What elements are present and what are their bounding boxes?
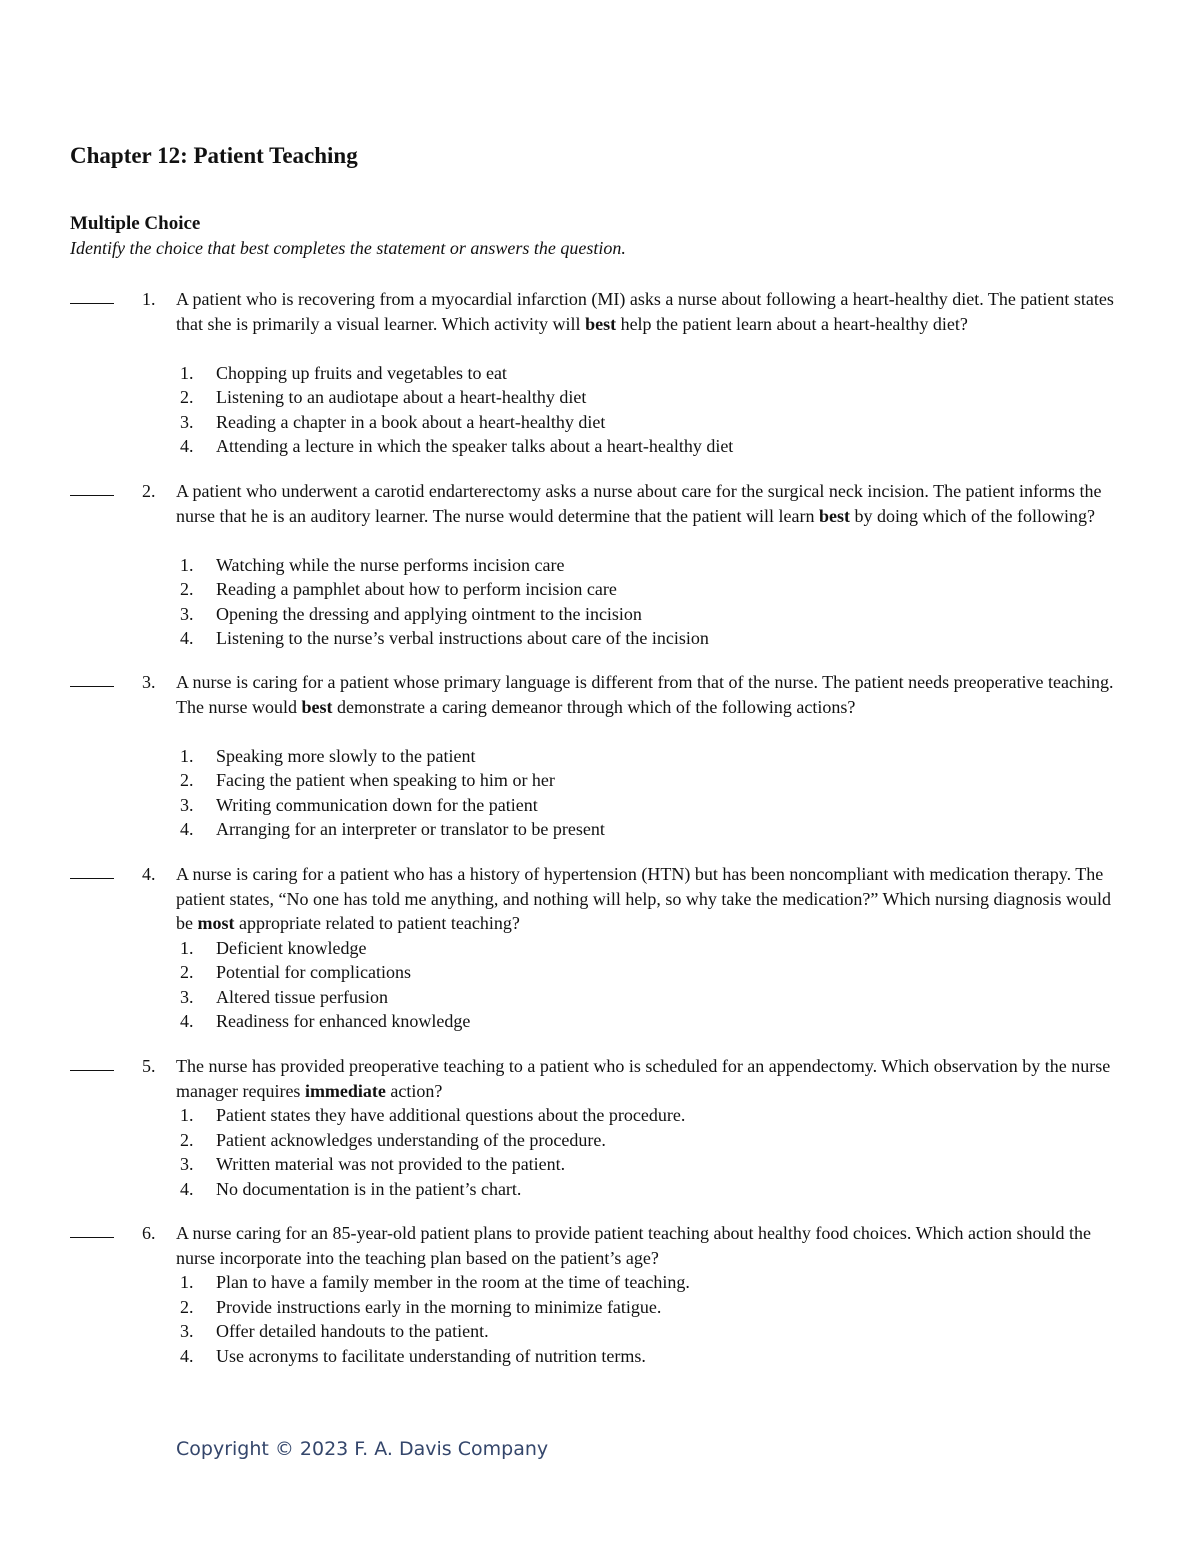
answer-option[interactable] <box>0 1270 1200 1295</box>
option-number: 2. <box>180 962 194 982</box>
answer-option[interactable] <box>0 936 1200 961</box>
option-text: Attending a lecture in which the speaker talks about a heart-healthy diet <box>216 436 734 456</box>
option-text: Patient acknowledges understanding of the procedure. <box>216 1129 606 1150</box>
option-number: 3. <box>180 411 194 432</box>
emphasis-word: best <box>585 313 617 334</box>
answer-option[interactable] <box>0 602 1200 627</box>
chapter-title: Chapter 12: Patient Teaching <box>70 143 358 168</box>
option-text: Reading a pamphlet about how to perform incision care <box>216 579 617 599</box>
section-title: Multiple Choice <box>70 213 201 234</box>
question-stem-text: A patient who underwent a carotid endarterectomy asks a nurse about care for the surgical neck incision. The patient informs the nurse that he is an auditory learner. The nurse would determine that the patient will learn best by doing which of the following? <box>176 481 1102 526</box>
option-text: Listening to the nurse’s verbal instructions about care of the incision <box>216 628 709 648</box>
answer-option[interactable] <box>0 1103 1200 1128</box>
question-number: 5. <box>142 1056 156 1076</box>
question-stem <box>176 862 1126 936</box>
question-number: 3. <box>142 672 156 692</box>
option-number: 2. <box>180 770 194 790</box>
option-number: 4. <box>180 1345 194 1366</box>
option-text: Altered tissue perfusion <box>216 986 388 1007</box>
option-number: 3. <box>180 1321 194 1341</box>
option-text: Opening the dressing and applying ointment to the incision <box>216 603 642 624</box>
option-number: 2. <box>180 579 194 599</box>
option-number: 2. <box>180 387 194 407</box>
answer-options <box>0 1270 1200 1368</box>
option-number: 3. <box>180 603 194 624</box>
question-number: 6. <box>142 1223 156 1243</box>
answer-option[interactable] <box>0 960 1200 985</box>
question-stem-text: A nurse is caring for a patient who has a history of hypertension (HTN) but has been noncompliant with medication therapy. The patient states, “No one has told me anything, and nothing will help, so why take the medication?” Which nursing diagnosis would be most appropriate related to patient teaching? <box>176 864 1111 933</box>
question-stem <box>176 670 1126 744</box>
option-number: 1. <box>180 745 194 766</box>
question-stem-text: A nurse is caring for a patient whose primary language is different from that of the nurse. The patient needs preoperative teaching. The nurse would best demonstrate a caring demeanor through which of the following actions? <box>176 672 1114 717</box>
question-stem <box>176 287 1126 361</box>
answer-options <box>0 361 1200 459</box>
option-number: 2. <box>180 1129 194 1150</box>
option-number: 1. <box>180 554 194 575</box>
answer-option[interactable] <box>0 626 1200 651</box>
answer-option[interactable] <box>0 817 1200 842</box>
question-stem-text: A nurse caring for an 85-year-old patient plans to provide patient teaching about healthy food choices. Which action should the nurse incorporate into the teaching plan based on the patient’s age? <box>176 1223 1092 1268</box>
answer-options <box>0 744 1200 842</box>
question-number: 4. <box>142 864 156 884</box>
option-number: 1. <box>180 1272 194 1292</box>
option-text: Chopping up fruits and vegetables to eat <box>216 362 507 383</box>
answer-option[interactable] <box>0 793 1200 818</box>
answer-blank[interactable] <box>70 670 114 687</box>
answer-options <box>0 553 1200 651</box>
answer-options <box>0 1103 1200 1201</box>
answer-option[interactable] <box>0 1128 1200 1153</box>
answer-option[interactable] <box>0 1295 1200 1320</box>
option-number: 4. <box>180 1011 194 1031</box>
option-number: 3. <box>180 1154 194 1174</box>
option-text: Plan to have a family member in the room at the time of teaching. <box>216 1272 690 1292</box>
option-text: Facing the patient when speaking to him or her <box>216 770 555 790</box>
emphasis-word: most <box>197 913 235 933</box>
answer-option[interactable] <box>0 744 1200 769</box>
option-text: Arranging for an interpreter or translator to be present <box>216 819 605 839</box>
answer-options <box>0 936 1200 1034</box>
question-stem <box>176 1221 1126 1270</box>
answer-option[interactable] <box>0 985 1200 1010</box>
emphasis-word: best <box>301 696 333 717</box>
question-stem-text: The nurse has provided preoperative teaching to a patient who is scheduled for an appendectomy. Which observation by the nurse manager requires immediate action? <box>176 1056 1111 1101</box>
answer-option[interactable] <box>0 1152 1200 1177</box>
option-number: 4. <box>180 436 194 456</box>
answer-option[interactable] <box>0 385 1200 410</box>
option-number: 3. <box>180 794 194 815</box>
answer-blank[interactable] <box>70 862 114 879</box>
answer-blank[interactable] <box>70 287 114 304</box>
option-text: Written material was not provided to the patient. <box>216 1154 566 1174</box>
option-text: Readiness for enhanced knowledge <box>216 1011 471 1031</box>
option-text: Offer detailed handouts to the patient. <box>216 1321 489 1341</box>
option-text: Writing communication down for the patient <box>216 794 538 815</box>
instructions: Identify the choice that best completes the statement or answers the question. <box>70 238 626 258</box>
option-text: Reading a chapter in a book about a heart-healthy diet <box>216 411 606 432</box>
question-stem <box>176 479 1126 553</box>
answer-option[interactable] <box>0 553 1200 578</box>
option-number: 2. <box>180 1296 194 1317</box>
answer-option[interactable] <box>0 361 1200 386</box>
answer-option[interactable] <box>0 768 1200 793</box>
answer-option[interactable] <box>0 1009 1200 1034</box>
option-number: 4. <box>180 1178 194 1199</box>
copyright-footer: Copyright © 2023 F. A. Davis Company <box>176 1438 549 1460</box>
question-stem <box>176 1054 1126 1103</box>
answer-blank[interactable] <box>70 479 114 496</box>
answer-option[interactable] <box>0 1344 1200 1369</box>
answer-option[interactable] <box>0 577 1200 602</box>
answer-option[interactable] <box>0 410 1200 435</box>
option-text: Patient states they have additional questions about the procedure. <box>216 1105 686 1125</box>
option-text: Provide instructions early in the morning to minimize fatigue. <box>216 1296 662 1317</box>
question-number: 1. <box>142 289 156 309</box>
answer-blank[interactable] <box>70 1054 114 1071</box>
option-text: No documentation is in the patient’s chart. <box>216 1178 522 1199</box>
option-number: 1. <box>180 1105 194 1125</box>
option-text: Listening to an audiotape about a heart-healthy diet <box>216 387 587 407</box>
option-number: 3. <box>180 986 194 1007</box>
option-number: 1. <box>180 362 194 383</box>
option-number: 4. <box>180 628 194 648</box>
question-number: 2. <box>142 481 156 501</box>
answer-blank[interactable] <box>70 1221 114 1238</box>
option-text: Watching while the nurse performs incision care <box>216 554 565 575</box>
option-number: 1. <box>180 937 194 958</box>
emphasis-word: best <box>818 505 850 526</box>
option-text: Potential for complications <box>216 962 411 982</box>
question-stem-text: A patient who is recovering from a myocardial infarction (MI) asks a nurse about following a heart-healthy diet. The patient states that she is primarily a visual learner. Which activity will best help the patient learn about a heart-healthy diet? <box>176 289 1114 334</box>
answer-option[interactable] <box>0 1177 1200 1202</box>
emphasis-word: immediate <box>304 1080 386 1101</box>
option-text: Speaking more slowly to the patient <box>216 745 476 766</box>
option-text: Use acronyms to facilitate understanding of nutrition terms. <box>216 1345 646 1366</box>
answer-option[interactable] <box>0 1319 1200 1344</box>
option-number: 4. <box>180 819 194 839</box>
option-text: Deficient knowledge <box>216 937 367 958</box>
answer-option[interactable] <box>0 434 1200 459</box>
